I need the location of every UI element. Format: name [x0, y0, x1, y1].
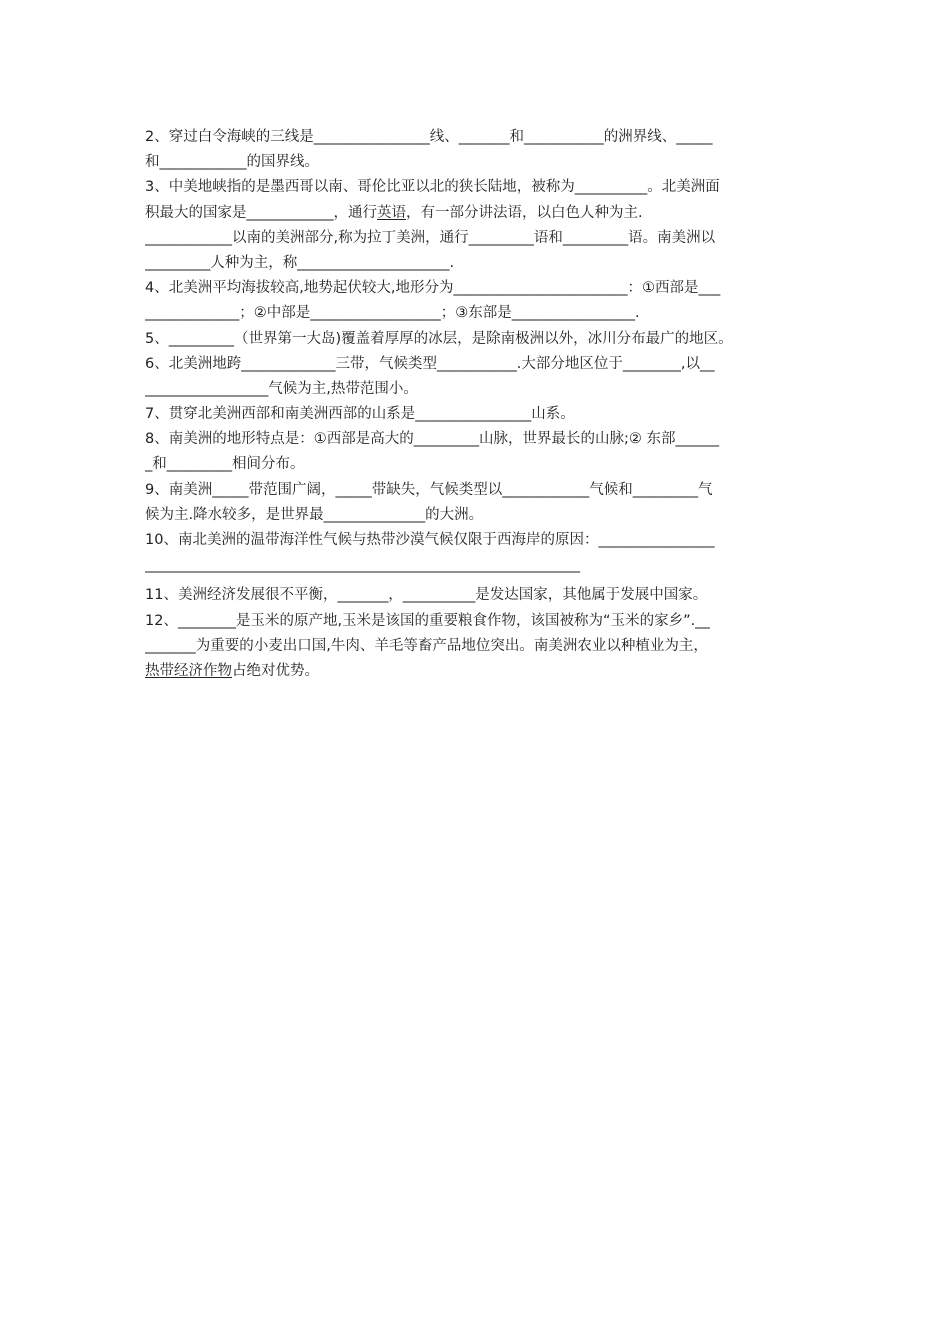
question-3-line-2-start: 积最大的国家是____________，通行 — [145, 204, 377, 221]
question-6-line-1: 6、北美洲地跨_____________三带，气候类型___________.大部分地区位于________,以__ — [145, 355, 715, 372]
question-3-line-3: ____________以南的美洲部分,称为拉丁美洲，通行_________语和_________语。南美洲以 — [145, 229, 716, 246]
question-12-line-3-end: 占绝对优势。 — [232, 662, 319, 679]
question-9-line-1: 9、南美洲_____带范围广阔，_____带缺失，气候类型以____________气候和_________气 — [145, 481, 713, 498]
question-7-line-1: 7、贯穿北美洲西部和南美洲西部的山系是________________山系。 — [145, 406, 575, 423]
question-3-line-1: 3、中美地峡指的是墨西哥以南、哥伦比亚以北的狭长陆地，被称为__________。北美洲面 — [145, 179, 720, 196]
question-10-line-2: ____________________________________________________________ — [145, 557, 580, 574]
question-5-line-1: 5、_________（世界第一大岛)覆盖着厚厚的冰层，是除南极洲以外，冰川分布最广的地区。 — [145, 330, 733, 347]
question-12-line-2: _______为重要的小麦出口国,牛肉、羊毛等畜产品地位突出。南美洲农业以种植业为主， — [145, 637, 708, 654]
question-3-line-2 — [145, 201, 810, 226]
question-10-line-1: 10、南北美洲的温带海洋性气候与热带沙漠气候仅限于西海岸的原因：________________ — [145, 532, 715, 548]
question-8-line-2: _和_________相间分布。 — [145, 456, 305, 473]
question-2-line-2: 和____________的国界线。 — [145, 154, 319, 171]
worksheet-body — [145, 125, 810, 684]
question-2-line-1: 2、穿过白令海峡的三线是________________线、_______和___________的洲界线、_____ — [145, 129, 713, 145]
question-3-line-2-end: ，有一部分讲法语，以白色人种为主. — [406, 204, 643, 221]
question-12-line-1: 12、________是玉米的原产地,玉米是该国的重要粮食作物，该国被称为“玉米的家乡”.__ — [145, 612, 710, 629]
question-8-line-1: 8、南美洲的地形特点是：①西部是高大的_________山脉，世界最长的山脉;② 东部______ — [145, 431, 719, 448]
question-6-line-2: _________________气候为主,热带范围小。 — [145, 380, 418, 397]
underlined-term-tropical-cash-crops: 热带经济作物 — [145, 662, 232, 679]
question-3-line-4: _________人种为主，称_____________________. — [145, 254, 455, 271]
question-9-line-2: 候为主.降水较多，是世界最______________的大洲。 — [145, 506, 484, 523]
question-11-line-1: 11、美洲经济发展很不平衡，_______，__________是发达国家，其他属于发展中国家。 — [145, 587, 708, 604]
question-4-line-2: _____________；②中部是__________________；③东部是_________________. — [145, 305, 640, 322]
question-12-line-3 — [145, 659, 810, 684]
question-4-line-1: 4、北美洲平均海拔较高,地势起伏较大,地形分为________________________：①西部是___ — [145, 280, 721, 297]
underlined-term-english: 英语 — [377, 204, 406, 221]
